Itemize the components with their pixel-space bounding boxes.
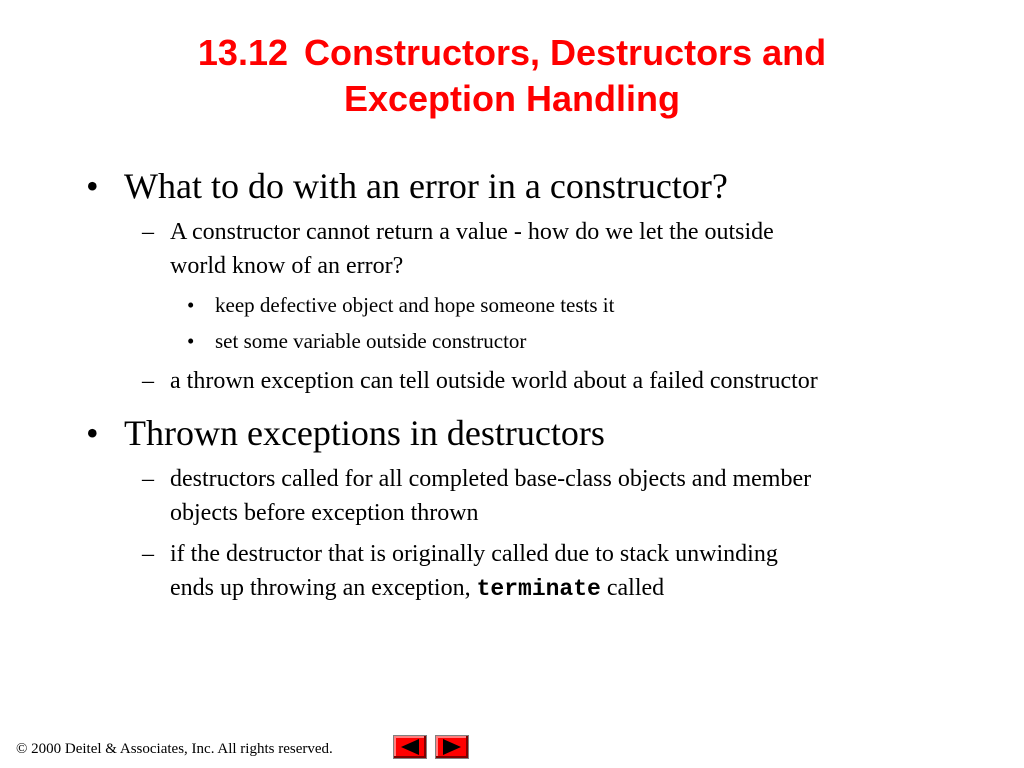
bullet-2-sub-1-marker: – [142,466,154,492]
bullet-1-sub-2-line-1: a thrown exception can tell outside world about a failed constructor [170,368,818,394]
bullet-1-sub-2-marker: – [142,368,154,394]
bullet-1-text: What to do with an error in a constructor? [124,166,728,206]
previous-slide-button[interactable] [393,735,427,759]
bullet-1-marker: • [86,166,99,206]
title-line-2: Exception Handling [343,78,681,119]
bullet-1-sub-1-item-1-text: keep defective object and hope someone tests it [215,293,615,317]
terminate-code: terminate [476,576,601,602]
bullet-1-sub-1-line-1: A constructor cannot return a value - how do we let the outside [170,219,774,245]
right-arrow-icon [436,736,468,758]
bullet-1-sub-1-item-2-marker: • [187,329,195,353]
bullet-2-sub-1-line-1: destructors called for all completed base-class objects and member [170,466,812,492]
bullet-1-sub-1-marker: – [142,219,154,245]
title-number: 13.12 [197,32,288,73]
bullet-1-sub-1-item-2-text: set some variable outside constructor [215,329,527,353]
next-slide-button[interactable] [435,735,469,759]
title-text-1: Constructors, Destructors and [304,32,827,73]
bullet-2-sub-2-line-2 [170,571,664,606]
bullet-2-text: Thrown exceptions in destructors [124,413,605,453]
bullet-2-sub-1-line-2: objects before exception thrown [170,500,479,526]
bullet-2-sub-2-line-2-before: ends up throwing an exception, [170,575,477,601]
bullet-2-marker: • [86,413,99,453]
bullet-2-sub-2-marker: – [142,541,154,567]
bullet-2-sub-2-line-2-after: called [600,575,665,601]
left-arrow-icon [394,736,426,758]
bullet-1-sub-1-item-1-marker: • [187,293,195,317]
copyright-footer: © 2000 Deitel & Associates, Inc. All rights reserved. [16,741,333,757]
bullet-2-sub-2-line-1: if the destructor that is originally called due to stack unwinding [170,541,778,567]
bullet-1-sub-1-line-2: world know of an error? [170,253,404,279]
